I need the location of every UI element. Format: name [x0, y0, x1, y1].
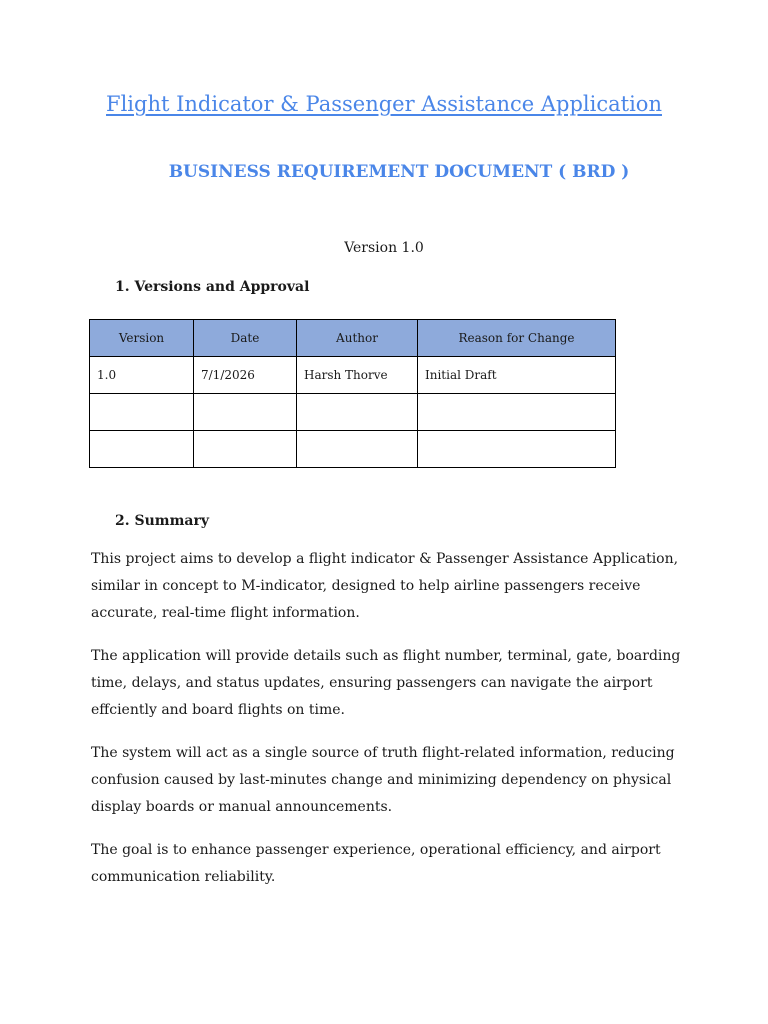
cell-date — [194, 394, 297, 431]
table-row — [90, 357, 616, 394]
summary-paragraph: This project aims to develop a flight indicator & Passenger Assistance Application, similar in concept to M-indicator, designed to help airline passengers receive accurate, real-time flight information. — [91, 551, 679, 621]
cell-date — [194, 431, 297, 468]
cell-version — [90, 394, 194, 431]
summary-paragraph: The system will act as a single source of truth flight-related information, reducing confusion caused by last-minutes change and minimizing dependency on physical display boards or manual announcements. — [91, 745, 675, 815]
cell-author — [297, 431, 418, 468]
cell-author — [297, 394, 418, 431]
header-reason: Reason for Change — [418, 320, 616, 357]
summary-heading: 2. Summary — [115, 513, 209, 529]
cell-reason — [418, 394, 616, 431]
cell-version: 1.0 — [90, 357, 194, 394]
summary-paragraph: The application will provide details such as flight number, terminal, gate, boarding time, delays, and status updates, ensuring passengers can navigate the airport effciently and board flights on time. — [91, 648, 681, 718]
versions-approval-heading: 1. Versions and Approval — [115, 279, 310, 295]
table-row — [90, 431, 616, 468]
table-row — [90, 394, 616, 431]
document-title: Flight Indicator & Passenger Assistance Application — [106, 92, 662, 116]
approval-table — [89, 319, 616, 468]
cell-author: Harsh Thorve — [297, 357, 418, 394]
header-version: Version — [90, 320, 194, 357]
table-header-row — [90, 320, 616, 357]
cell-date: 7/1/2026 — [194, 357, 297, 394]
cell-reason: Initial Draft — [418, 357, 616, 394]
version-line: Version 1.0 — [344, 240, 424, 256]
cell-reason — [418, 431, 616, 468]
summary-paragraph: The goal is to enhance passenger experience, operational efficiency, and airport communication reliability. — [91, 842, 661, 885]
document-subtitle: BUSINESS REQUIREMENT DOCUMENT ( BRD ) — [168, 162, 630, 182]
cell-version — [90, 431, 194, 468]
header-date: Date — [194, 320, 297, 357]
header-author: Author — [297, 320, 418, 357]
summary-body — [91, 546, 681, 907]
